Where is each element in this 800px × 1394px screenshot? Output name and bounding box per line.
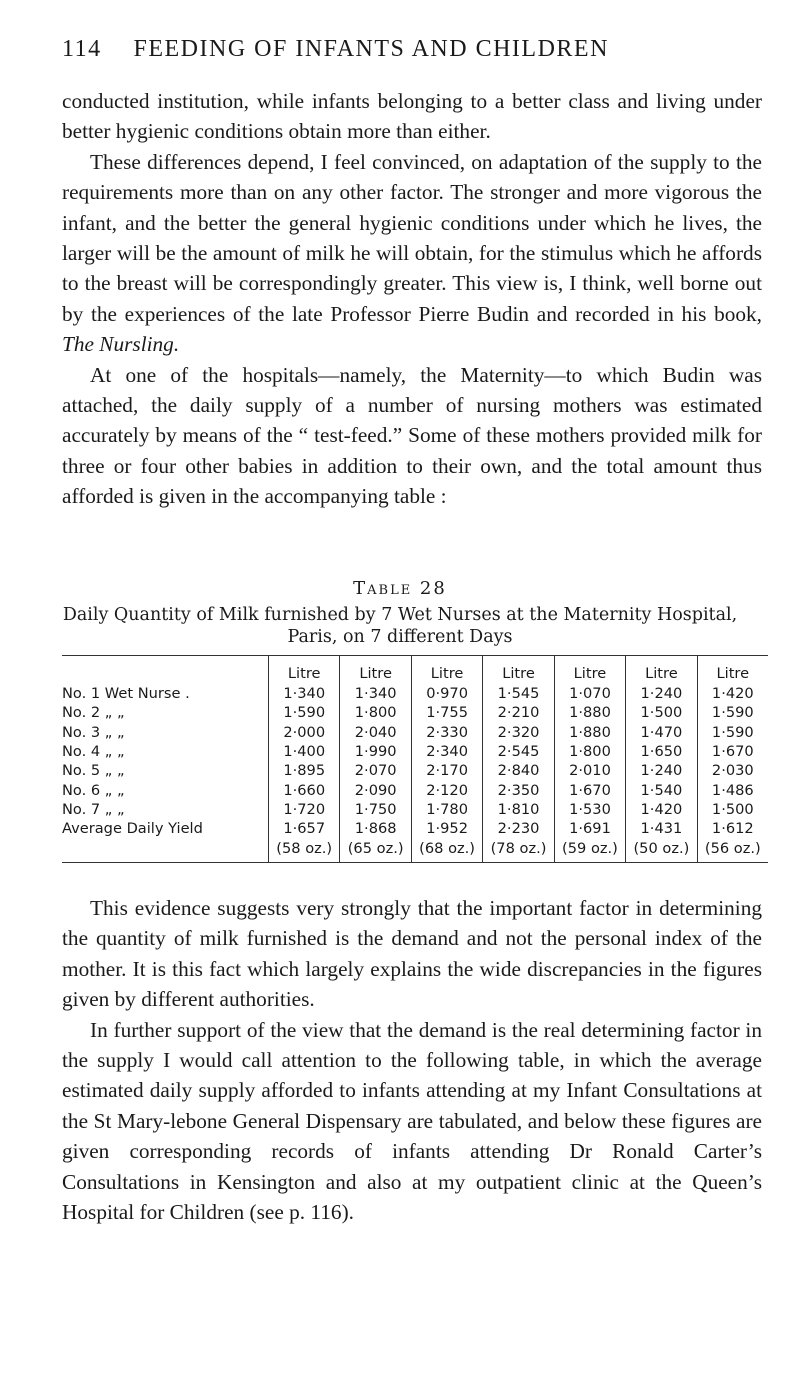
- table-cell: (65 oz.): [340, 838, 411, 862]
- table-cell: 2·010: [554, 761, 625, 780]
- table-row: [62, 723, 768, 742]
- table-cell: 1·500: [697, 800, 768, 819]
- table-row: [62, 703, 768, 722]
- text-block-before-table: [62, 86, 762, 512]
- table-cell: 2·350: [483, 780, 554, 799]
- table-header-cell: Litre: [340, 656, 411, 685]
- table-cell: 1·800: [340, 703, 411, 722]
- table-cell: 2·330: [411, 723, 482, 742]
- table-cell: 1·540: [626, 780, 697, 799]
- table-cell: 1·590: [697, 723, 768, 742]
- row-label: No. 7 „ „: [62, 800, 125, 818]
- table-cell: 1·810: [483, 800, 554, 819]
- table-cell: 2·170: [411, 761, 482, 780]
- table-cell: 1·660: [269, 780, 340, 799]
- table-cell: 2·320: [483, 723, 554, 742]
- running-title: FEEDING OF INFANTS AND CHILDREN: [133, 36, 609, 62]
- table-cell: 2·230: [483, 819, 554, 838]
- table-label: Table 28: [353, 578, 447, 599]
- table-cell: 1·240: [626, 684, 697, 703]
- table-cell: 1·990: [340, 742, 411, 761]
- table-cell: (56 oz.): [697, 838, 768, 862]
- table-cell: 2·545: [483, 742, 554, 761]
- table-cell: 1·880: [554, 723, 625, 742]
- table-header-cell: Litre: [554, 656, 625, 685]
- table-cell: 2·120: [411, 780, 482, 799]
- table-cell: 2·340: [411, 742, 482, 761]
- table-cell: 2·210: [483, 703, 554, 722]
- table-cell: 1·590: [269, 703, 340, 722]
- table-header-cell: Litre: [269, 656, 340, 685]
- book-title: The Nursling.: [62, 332, 180, 357]
- table-header-cell: Litre: [697, 656, 768, 685]
- table-cell: 2·070: [340, 761, 411, 780]
- table-cell: 1·530: [554, 800, 625, 819]
- table-row: [62, 684, 768, 703]
- table-cell: 1·590: [697, 703, 768, 722]
- table-cell: 1·691: [554, 819, 625, 838]
- table-cell: 1·545: [483, 684, 554, 703]
- table-cell: 1·650: [626, 742, 697, 761]
- row-label: No. 1 Wet Nurse .: [62, 685, 190, 703]
- table-cell: (50 oz.): [626, 838, 697, 862]
- table-cell: 1·780: [411, 800, 482, 819]
- page-number: 114: [62, 36, 102, 62]
- row-label: No. 6 „ „: [62, 781, 125, 799]
- table-cell: 1·868: [340, 819, 411, 838]
- table-cell: (59 oz.): [554, 838, 625, 862]
- table-cell: [62, 838, 269, 862]
- average-row: [62, 819, 768, 838]
- paragraph: At one of the hospitals—namely, the Maternity—to which Budin was attached, the daily supply of a number of nursing mothers was estimated accurately by means of the “ test-feed.” Some of these mothers provided milk for three or four other babies in addition to their own, and the total amount thus afforded is given in the accompanying table :: [62, 362, 762, 509]
- table-cell: 1·895: [269, 761, 340, 780]
- table-row: [62, 780, 768, 799]
- row-label: No. 4 „ „: [62, 743, 125, 761]
- table-cell: 1·470: [626, 723, 697, 742]
- table-row: [62, 742, 768, 761]
- table-row: [62, 761, 768, 780]
- row-label: No. 3 „ „: [62, 723, 125, 741]
- table-cell: 1·420: [697, 684, 768, 703]
- table-cell: 1·400: [269, 742, 340, 761]
- table-cell: 2·040: [340, 723, 411, 742]
- table-cell: 2·090: [340, 780, 411, 799]
- table-header-cell: Litre: [483, 656, 554, 685]
- table-cell: 1·755: [411, 703, 482, 722]
- table-cell: 1·720: [269, 800, 340, 819]
- table-cell: 2·000: [269, 723, 340, 742]
- average-ounces-row: [62, 838, 768, 862]
- table-cell: (68 oz.): [411, 838, 482, 862]
- paragraph-text: These differences depend, I feel convinced, on adaptation of the supply to the requirements more than on any other factor. The stronger and more vigorous the infant, and the better the general hygienic conditions under which he lives, the larger will be the amount of milk he will obtain, for the stimulus which he affords to the breast will be correspondingly greater. This view is, I think, well borne out by the experiences of the late Professor Pierre Budin and recorded in his book,: [62, 149, 762, 326]
- row-label: No. 5 „ „: [62, 762, 125, 780]
- table-cell: 1·500: [626, 703, 697, 722]
- table-header-cell: Litre: [411, 656, 482, 685]
- running-header: [62, 36, 760, 63]
- paragraph: This evidence suggests very strongly that the important factor in determining the quantity of milk furnished is the demand and not the personal index of the mother. It is this fact which largely explains the wide discrepancies in the figures given by different authorities.: [62, 896, 762, 1012]
- table-cell: 1·670: [697, 742, 768, 761]
- table-cell: [62, 656, 269, 685]
- table-cell: 1·240: [626, 761, 697, 780]
- table-cell: 1·431: [626, 819, 697, 838]
- table-cell: 1·880: [554, 703, 625, 722]
- table-cell: 1·070: [554, 684, 625, 703]
- table-header-cell: Litre: [626, 656, 697, 685]
- table-cell: 1·952: [411, 819, 482, 838]
- table-unit-header-row: [62, 656, 768, 685]
- table-cell: 1·670: [554, 780, 625, 799]
- wet-nurse-milk-table: [62, 655, 768, 863]
- table-cell: 1·420: [626, 800, 697, 819]
- table-row: [62, 800, 768, 819]
- table-cell: 1·340: [269, 684, 340, 703]
- table-cell: 1·340: [340, 684, 411, 703]
- table-caption: Daily Quantity of Milk furnished by 7 Wet Nurses at the Maternity Hospital, Paris, on 7 different Days: [62, 605, 738, 647]
- row-label: Average Daily Yield: [62, 820, 203, 838]
- table-cell: 1·657: [269, 819, 340, 838]
- table-cell: 2·840: [483, 761, 554, 780]
- table-cell: 1·800: [554, 742, 625, 761]
- table-cell: 1·750: [340, 800, 411, 819]
- table-cell: 0·970: [411, 684, 482, 703]
- table-cell: 1·612: [697, 819, 768, 838]
- text-block-after-table: [62, 893, 762, 1227]
- table-cell: (58 oz.): [269, 838, 340, 862]
- table-cell: 2·030: [697, 761, 768, 780]
- table-cell: (78 oz.): [483, 838, 554, 862]
- paragraph: [62, 147, 762, 360]
- table-cell: 1·486: [697, 780, 768, 799]
- paragraph: conducted institution, while infants belonging to a better class and living under better hygienic conditions obtain more than either.: [62, 89, 762, 144]
- row-label: No. 2 „ „: [62, 704, 125, 722]
- paragraph: In further support of the view that the demand is the real determining factor in the supply I would call attention to the following table, in which the average estimated daily supply afforded to infants attending at my Infant Consultations at the St Mary-lebone General Dispensary are tabulated, and below these figures are given corresponding records of infants attending Dr Ronald Carter’s Consultations in Kensington and also at my outpatient clinic at the Queen’s Hospital for Children (see p. 116).: [62, 1017, 762, 1225]
